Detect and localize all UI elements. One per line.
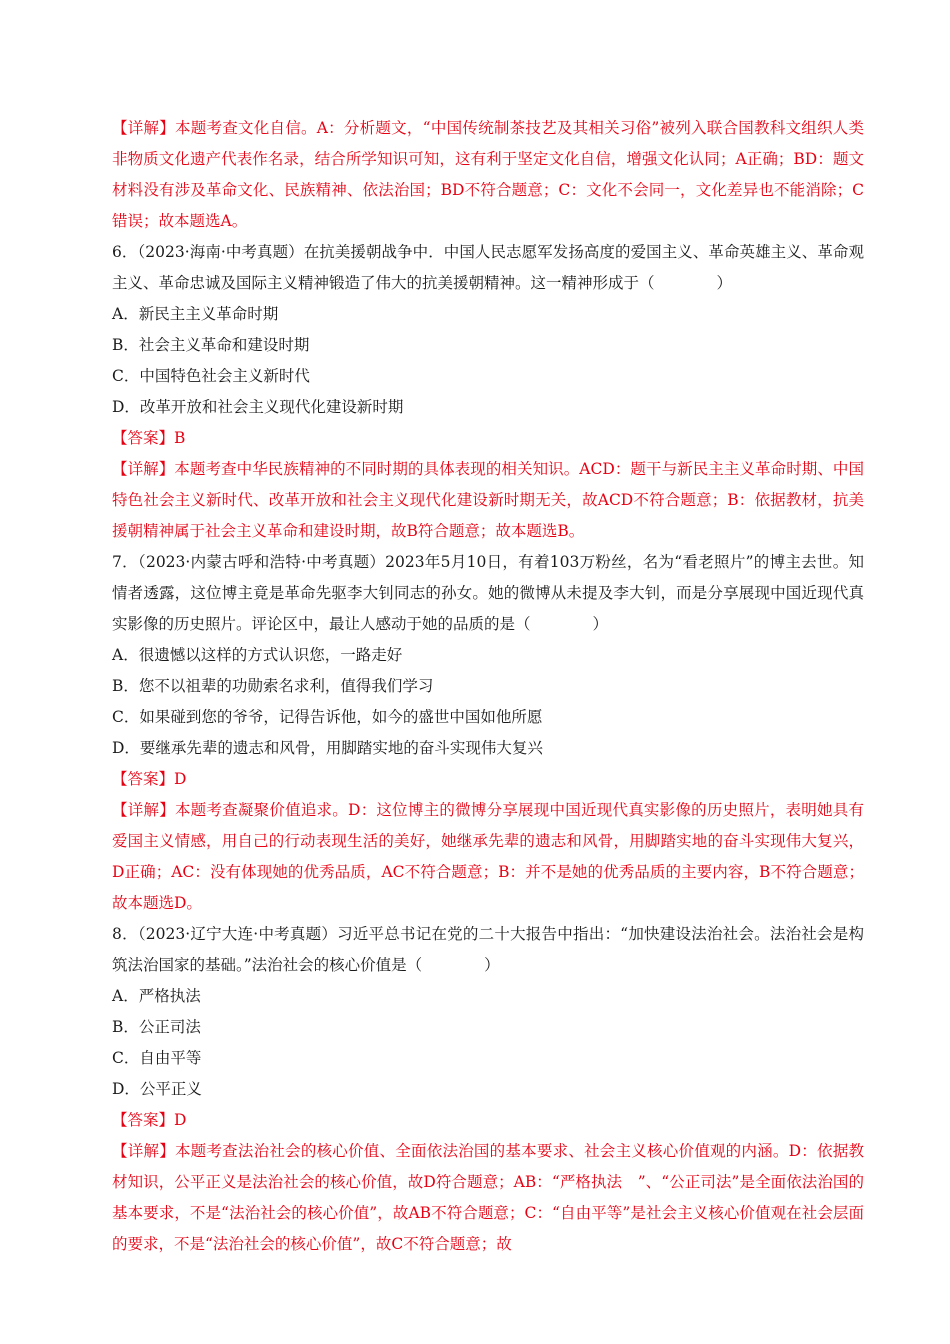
question-6: 6．（2023·海南·中考真题）在抗美援朝战争中．中国人民志愿军发扬高度的爱国主义、革命英雄主义、革命观主义、革命忠诚及国际主义精神锻造了伟大的抗美援朝精神。这一精神形成于（ ） bbox=[112, 243, 864, 292]
question-8-option-a: A．严格执法 bbox=[112, 987, 201, 1005]
question-8: 8．（2023·辽宁大连·中考真题）习近平总书记在党的二十大报告中指出：“加快建设法治社会。法治社会是构筑法治国家的基础。”法治社会的核心价值是（ ） bbox=[112, 925, 864, 974]
explanation-prev: 【详解】本题考查文化自信。A：分析题文，“中国传统制茶技艺及其相关习俗”被列入联合国教科文组织人类非物质文化遗产代表作名录，结合所学知识可知，这有利于坚定文化自信，增强文化认同；A正确；BD：题文材料没有涉及革命文化、民族精神、依法治国；BD不符合题意；C：文化不会同一，文化差异也不能消除；C错误；故本题选A。 bbox=[112, 119, 864, 230]
question-7-explanation: 【详解】本题考查凝聚价值追求。D：这位博主的微博分享展现中国近现代真实影像的历史照片，表明她具有爱国主义情感，用自己的行动表现生活的美好，她继承先辈的遗志和风骨，用脚踏实地的奋斗实现伟大复兴，D正确；AC：没有体现她的优秀品质，AC不符合题意；B：并不是她的优秀品质的主要内容，B不符合题意；故本题选D。 bbox=[112, 801, 864, 912]
question-8-option-d: D．公平正义 bbox=[112, 1080, 202, 1098]
question-7-option-c: C．如果碰到您的爷爷，记得告诉他，如今的盛世中国如他所愿 bbox=[112, 708, 543, 726]
question-8-answer: 【答案】D bbox=[112, 1111, 187, 1129]
question-8-option-b: B．公正司法 bbox=[112, 1018, 201, 1036]
question-8-option-c: C．自由平等 bbox=[112, 1049, 202, 1067]
question-6-explanation: 【详解】本题考查中华民族精神的不同时期的具体表现的相关知识。ACD：题干与新民主主义革命时期、中国特色社会主义新时代、改革开放和社会主义现代化建设新时期无关，故ACD不符合题意；B：依据教材，抗美援朝精神属于社会主义革命和建设时期，故B符合题意；故本题选B。 bbox=[112, 460, 864, 540]
question-7-option-a: A．很遗憾以这样的方式认识您，一路走好 bbox=[112, 646, 403, 664]
question-7-option-b: B．您不以祖辈的功勋索名求利，值得我们学习 bbox=[112, 677, 434, 695]
question-7-answer: 【答案】D bbox=[112, 770, 187, 788]
question-7: 7．（2023·内蒙古呼和浩特·中考真题）2023年5月10日，有着103万粉丝，名为“看老照片”的博主去世。知情者透露，这位博主竟是革命先驱李大钊同志的孙女。她的微博从未提及李大钊，而是分享展现中国近现代真实影像的历史照片。评论区中，最让人感动于她的品质的是（ ） bbox=[112, 553, 864, 633]
question-6-option-b: B．社会主义革命和建设时期 bbox=[112, 336, 310, 354]
question-8-explanation: 【详解】本题考查法治社会的核心价值、全面依法治国的基本要求、社会主义核心价值观的内涵。D：依据教材知识，公平正义是法治社会的核心价值，故D符合题意；AB：“严格执法 ”、“公正司法”是全面依法治国的基本要求，不是“法治社会的核心价值”，故AB不符合题意；C：“自由平等”是社会主义核心价值观在社会层面的要求，不是“法治社会的核心价值”，故C不符合题意；故 bbox=[112, 1142, 864, 1253]
question-6-option-d: D．改革开放和社会主义现代化建设新时期 bbox=[112, 398, 404, 416]
document-page bbox=[112, 113, 864, 1260]
question-6-option-c: C．中国特色社会主义新时代 bbox=[112, 367, 310, 385]
question-7-option-d: D．要继承先辈的遗志和风骨，用脚踏实地的奋斗实现伟大复兴 bbox=[112, 739, 543, 757]
question-6-answer: 【答案】B bbox=[112, 429, 186, 447]
question-6-option-a: A．新民主主义革命时期 bbox=[112, 305, 279, 323]
